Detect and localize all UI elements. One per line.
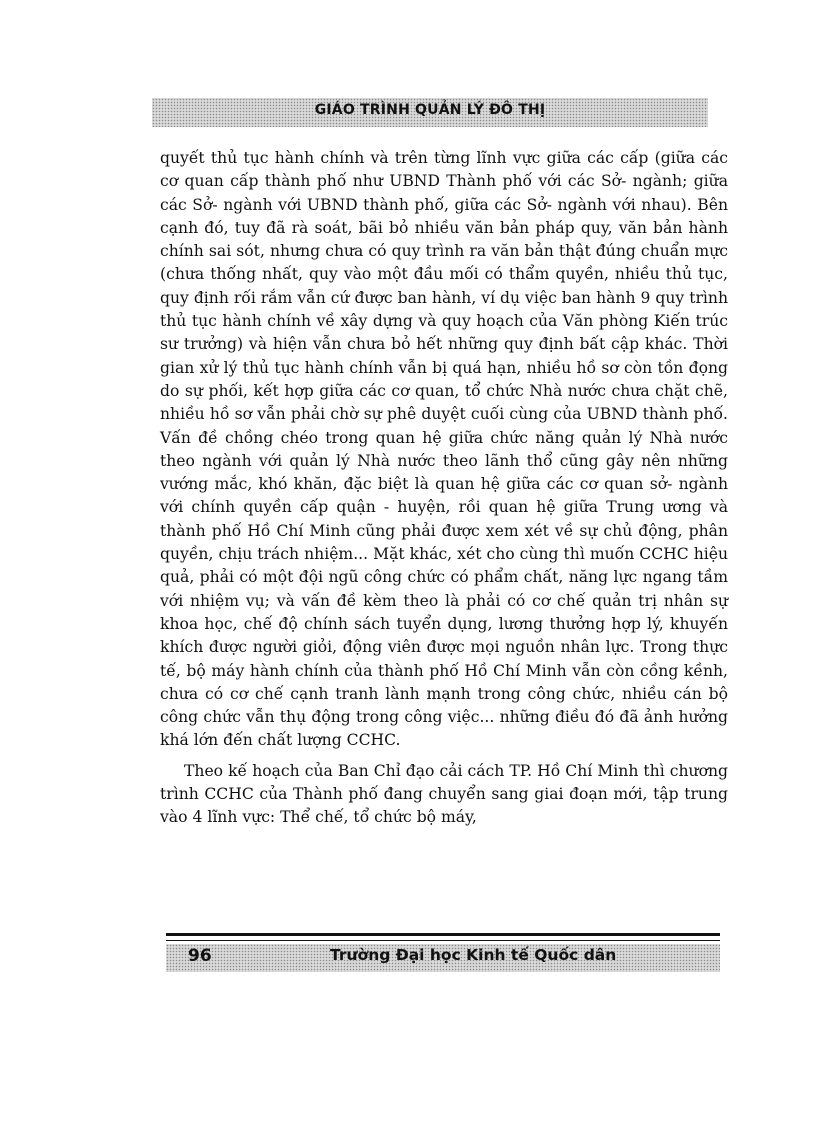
footer-rule	[166, 933, 720, 936]
body-paragraph: quyết thủ tục hành chính và trên từng lĩnh vực giữa các cấp (giữa các cơ quan cấp thành phố như UBND Thành phố với các Sở- ngành; giữa các Sở- ngành với UBND thành phố, giữa các Sở- ngành với nhau). Bên cạnh đó, tuy đã rà soát, bãi bỏ nhiều văn bản pháp quy, văn bản hành chính sai sót, nhưng chưa có quy trình ra văn bản thật đúng chuẩn mực (chưa thống nhất, quy vào một đầu mối có thẩm quyền, nhiều thủ tục, quy định rối rắm vẫn cứ được ban hành, ví dụ việc ban hành 9 quy trình thủ tục hành chính về xây dựng và quy hoạch của Văn phòng Kiến trúc sư trưởng) và hiện vẫn chưa bỏ hết những quy định bất cập khác. Thời gian xử lý thủ tục hành chính vẫn bị quá hạn, nhiều hồ sơ còn tồn đọng do sự phối, kết hợp giữa các cơ quan, tổ chức Nhà nước chưa chặt chẽ, nhiều hồ sơ vẫn phải chờ sự phê duyệt cuối cùng của UBND thành phố. Vấn đề chồng chéo trong quan hệ giữa chức năng quản lý Nhà nước theo ngành với quản lý Nhà nước theo lãnh thổ cũng gây nên những vướng mắc, khó khăn, đặc biệt là quan hệ giữa các cơ quan sở- ngành với chính quyền cấp quận - huyện, rồi quan hệ giữa Trung ương và thành phố Hồ Chí Minh cũng phải được xem xét về sự chủ động, phân quyền, chịu trách nhiệm... Mặt khác, xét cho cùng thì muốn CCHC hiệu quả, phải có một đội ngũ công chức có phẩm chất, năng lực ngang tầm với nhiệm vụ; và vấn đề kèm theo là phải có cơ chế quản trị nhân sự khoa học, chế độ chính sách tuyển dụng, lương thưởng hợp lý, khuyến khích được người giỏi, động viên được mọi nguồn nhân lực. Trong thực tế, bộ máy hành chính của thành phố Hồ Chí Minh vẫn còn cồng kềnh, chưa có cơ chế cạnh tranh lành mạnh trong công chức, nhiều cán bộ công chức vẫn thụ động trong công việc... những điều đó đã ảnh hưởng khá lớn đến chất lượng CCHC.	[160, 149, 728, 750]
page-body	[160, 147, 728, 830]
body-paragraph: Theo kế hoạch của Ban Chỉ đạo cải cách TP. Hồ Chí Minh thì chương trình CCHC của Thành phố đang chuyển sang giai đoạn mới, tập trung vào 4 lĩnh vực: Thể chế, tổ chức bộ máy,	[160, 761, 728, 827]
page-number: 96	[188, 946, 212, 966]
footer-rule	[166, 940, 720, 941]
footer-publisher: Trường Đại học Kinh tế Quốc dân	[330, 946, 617, 964]
running-header	[152, 102, 708, 118]
header-title: GIÁO TRÌNH QUẢN LÝ ĐÔ THỊ	[314, 102, 546, 118]
